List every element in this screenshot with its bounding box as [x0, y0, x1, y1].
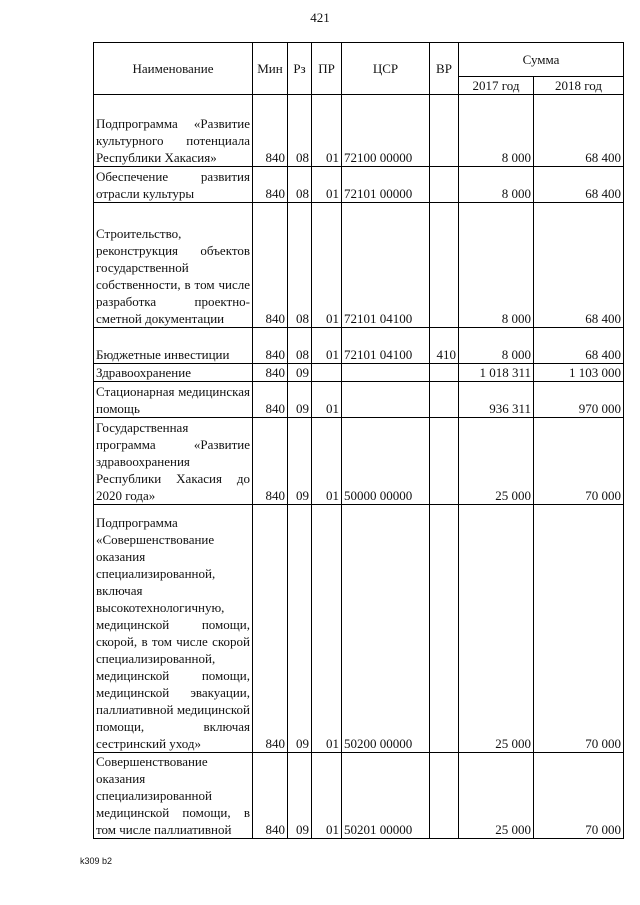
- row-min: 840: [253, 364, 288, 382]
- row-vr: [430, 382, 459, 418]
- header-vr: ВР: [430, 43, 459, 95]
- row-rz: 09: [288, 364, 312, 382]
- header-rz: Рз: [288, 43, 312, 95]
- row-rz: 09: [288, 505, 312, 753]
- row-min: 840: [253, 203, 288, 328]
- row-min: 840: [253, 95, 288, 167]
- header-2018: 2018 год: [534, 77, 624, 95]
- row-csr: [342, 364, 430, 382]
- table-row: [94, 418, 624, 505]
- row-pr: 01: [312, 505, 342, 753]
- row-rz: 09: [288, 418, 312, 505]
- row-pr: 01: [312, 753, 342, 839]
- row-min: 840: [253, 753, 288, 839]
- row-min: 840: [253, 328, 288, 364]
- row-pr: 01: [312, 203, 342, 328]
- row-rz: 09: [288, 382, 312, 418]
- row-2017: 936 311: [459, 382, 534, 418]
- row-csr: 72101 04100: [342, 328, 430, 364]
- row-pr: 01: [312, 167, 342, 203]
- row-name: Бюджетные инвестиции: [94, 328, 253, 364]
- row-2017: 25 000: [459, 418, 534, 505]
- row-2017: 8 000: [459, 203, 534, 328]
- row-csr: 50000 00000: [342, 418, 430, 505]
- header-pr: ПР: [312, 43, 342, 95]
- row-rz: 08: [288, 203, 312, 328]
- table-row: [94, 364, 624, 382]
- row-vr: [430, 203, 459, 328]
- row-2018: 68 400: [534, 95, 624, 167]
- row-csr: 50201 00000: [342, 753, 430, 839]
- table-row: [94, 505, 624, 753]
- row-2018: 70 000: [534, 505, 624, 753]
- row-csr: 72101 04100: [342, 203, 430, 328]
- table-row: [94, 753, 624, 839]
- row-csr: 72101 00000: [342, 167, 430, 203]
- row-name: Совершенствование оказания специализированной медицинской помощи, в том числе паллиативной: [94, 753, 253, 839]
- row-pr: 01: [312, 382, 342, 418]
- row-2018: 970 000: [534, 382, 624, 418]
- row-name: Подпрограмма «Развитие культурного потенциала Республики Хакасия»: [94, 95, 253, 167]
- row-name: Здравоохранение: [94, 364, 253, 382]
- header-min: Мин: [253, 43, 288, 95]
- row-2017: 25 000: [459, 753, 534, 839]
- table-row: [94, 95, 624, 167]
- budget-table: [93, 42, 624, 839]
- row-min: 840: [253, 382, 288, 418]
- row-2018: 1 103 000: [534, 364, 624, 382]
- row-rz: 09: [288, 753, 312, 839]
- row-vr: 410: [430, 328, 459, 364]
- row-csr: 72100 00000: [342, 95, 430, 167]
- footer-code: k309 b2: [80, 856, 113, 866]
- row-pr: 01: [312, 328, 342, 364]
- row-2018: 68 400: [534, 328, 624, 364]
- row-rz: 08: [288, 167, 312, 203]
- row-pr: [312, 364, 342, 382]
- row-2018: 70 000: [534, 418, 624, 505]
- row-pr: 01: [312, 418, 342, 505]
- row-name: Государственная программа «Развитие здравоохранения Республики Хакасия до 2020 года»: [94, 418, 253, 505]
- row-min: 840: [253, 418, 288, 505]
- table-row: [94, 167, 624, 203]
- row-vr: [430, 95, 459, 167]
- row-2018: 68 400: [534, 203, 624, 328]
- page-number: 421: [310, 10, 330, 25]
- row-vr: [430, 167, 459, 203]
- row-vr: [430, 364, 459, 382]
- row-name: Обеспечение развития отрасли культуры: [94, 167, 253, 203]
- row-vr: [430, 418, 459, 505]
- row-name: Строительство, реконструкция объектов государственной собственности, в том числе разработка проектно-сметной документации: [94, 203, 253, 328]
- row-csr: 50200 00000: [342, 505, 430, 753]
- row-name: Стационарная медицинская помощь: [94, 382, 253, 418]
- table-row: [94, 328, 624, 364]
- row-min: 840: [253, 167, 288, 203]
- header-sum: Сумма: [459, 43, 624, 77]
- row-2017: 1 018 311: [459, 364, 534, 382]
- table-row: [94, 203, 624, 328]
- row-2018: 68 400: [534, 167, 624, 203]
- header-2017: 2017 год: [459, 77, 534, 95]
- row-vr: [430, 505, 459, 753]
- row-2017: 8 000: [459, 328, 534, 364]
- row-2017: 8 000: [459, 95, 534, 167]
- row-2017: 8 000: [459, 167, 534, 203]
- table-row: [94, 382, 624, 418]
- row-rz: 08: [288, 328, 312, 364]
- header-csr: ЦСР: [342, 43, 430, 95]
- row-csr: [342, 382, 430, 418]
- row-min: 840: [253, 505, 288, 753]
- row-name: Подпрограмма «Совершенствование оказания специализированной, включая высокотехнологичную, медицинской помощи, скорой, в том числе скорой специализированной, медицинской помощи, медицинской эвакуации, паллиативной медицинской помощи, включая сестринский уход»: [94, 505, 253, 753]
- row-2017: 25 000: [459, 505, 534, 753]
- row-rz: 08: [288, 95, 312, 167]
- header-name: Наименование: [94, 43, 253, 95]
- row-2018: 70 000: [534, 753, 624, 839]
- row-pr: 01: [312, 95, 342, 167]
- row-vr: [430, 753, 459, 839]
